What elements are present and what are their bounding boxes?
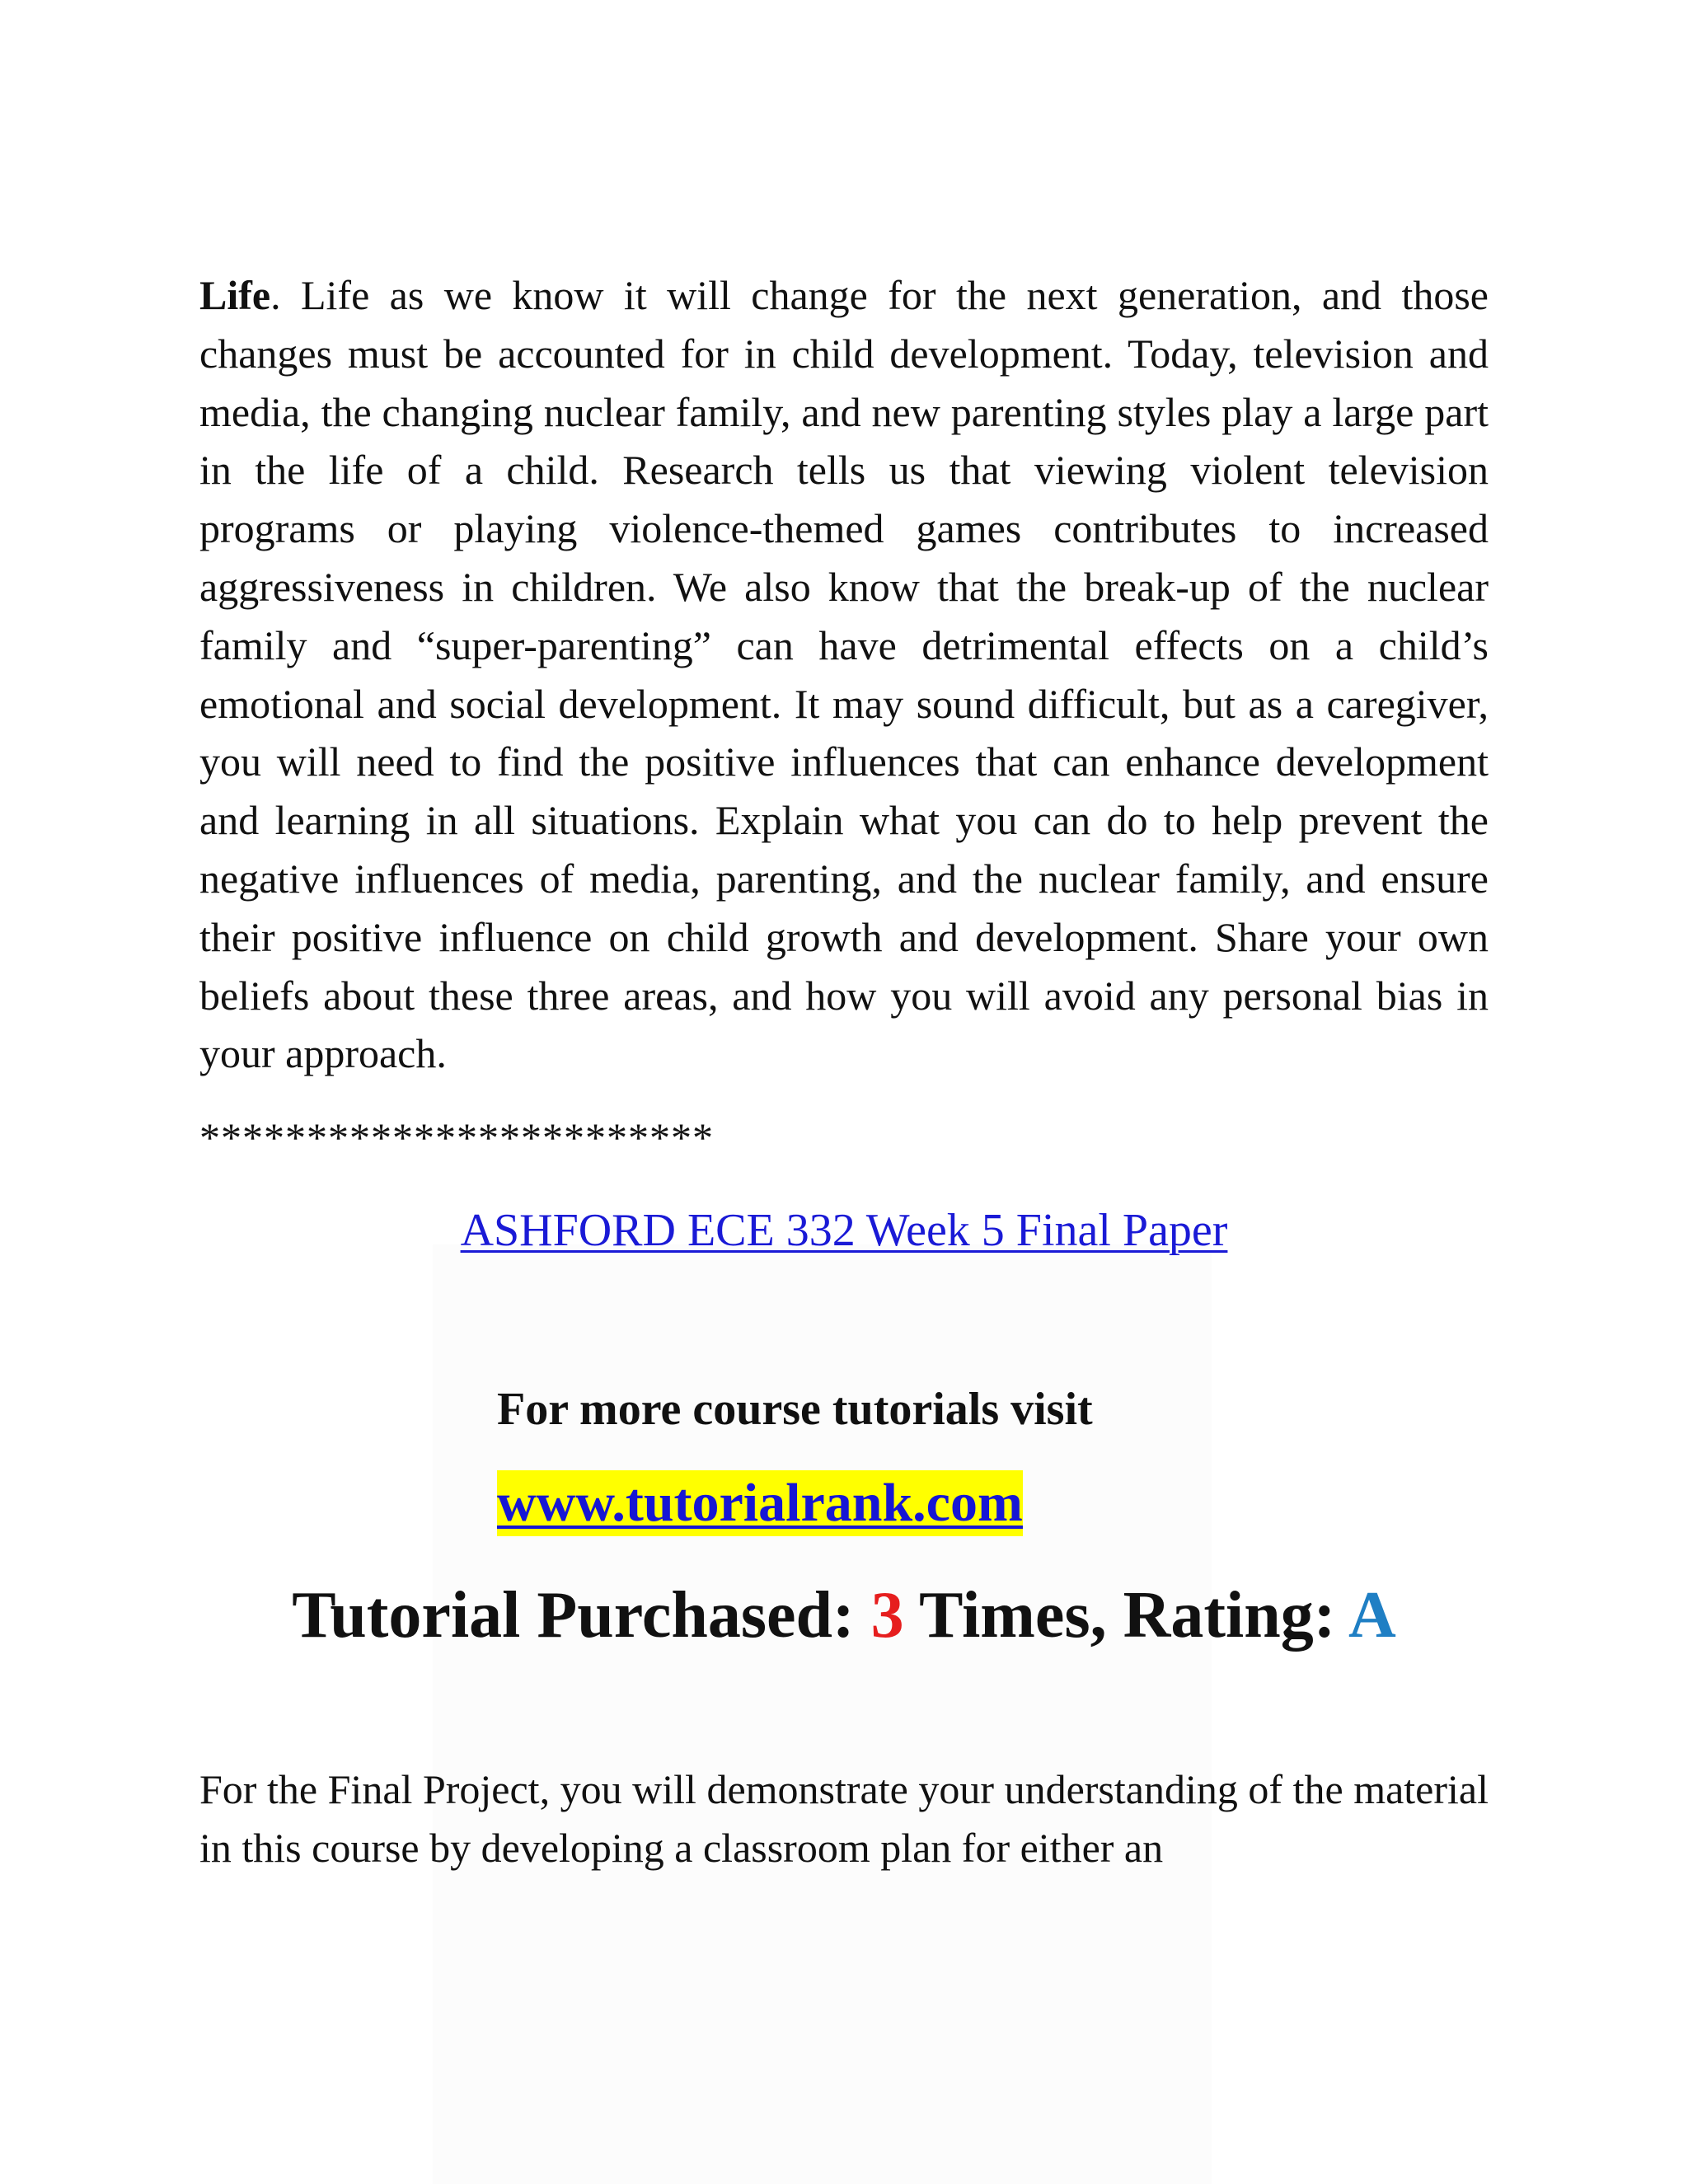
tutorial-site-link[interactable]: www.tutorialrank.com xyxy=(497,1470,1023,1536)
purchase-count: 3 xyxy=(870,1579,904,1652)
body-paragraph-top xyxy=(199,266,1489,1083)
body-paragraph-bottom: For the Final Project, you will demonstrate your understanding of the material in this course by developing a classroom plan for either an xyxy=(199,1766,1489,1871)
separator-stars: ************************ xyxy=(199,1114,714,1160)
paragraph-top-text: . Life as we know it will change for the next generation, and those changes must be accounted for in child development. Today, television and media, the changing nuclear family, and new parenting styles play a large part in the life of a child. Research tells us that viewing violent television programs or playing violence-themed games contributes to increased aggressiveness in children. We also know that the break-up of the nuclear family and “super-parenting” can have detrimental effects on a child’s emotional and social development. It may sound difficult, but as a caregiver, you will need to find the positive influences that can enhance development and learning in all situations. Explain what you can do to help prevent the negative influences of media, parenting, and the nuclear family, and ensure their positive influence on child growth and development. Share your own beliefs about these three areas, and how you will avoid any personal bias in your approach. xyxy=(199,272,1489,1077)
course-title-link[interactable]: ASHFORD ECE 332 Week 5 Final Paper xyxy=(460,1205,1228,1256)
promo-visit-text: For more course tutorials visit xyxy=(497,1384,1093,1435)
purchase-rating-line xyxy=(0,1574,1688,1657)
rating-middle: Times, Rating: xyxy=(903,1579,1348,1652)
paragraph-lead-word: Life xyxy=(199,272,271,318)
rating-grade: A xyxy=(1348,1579,1396,1652)
rating-prefix: Tutorial Purchased: xyxy=(292,1579,871,1652)
